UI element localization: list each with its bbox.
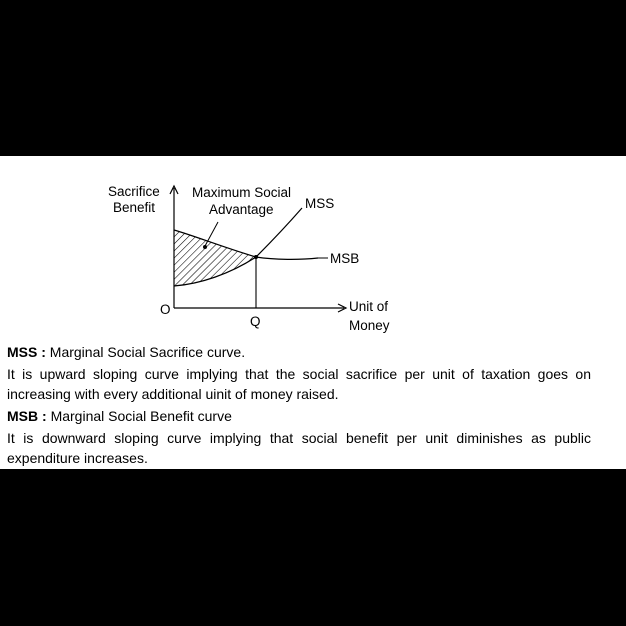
mss-term: MSS :: [7, 344, 46, 360]
y-axis-label-line1: Sacrifice: [108, 184, 160, 199]
msb-definition-line: [7, 406, 591, 426]
notes-section: [7, 342, 591, 470]
content-panel: [0, 156, 626, 469]
origin-label: O: [160, 302, 171, 317]
x-axis-label-line2: Money: [349, 318, 390, 333]
annotation-label-line2: Advantage: [209, 202, 274, 217]
annotation-point: [203, 245, 207, 249]
mss-msb-diagram: [0, 156, 626, 336]
msb-curve-label: MSB: [330, 251, 360, 266]
mss-definition: Marginal Social Sacrifice curve.: [49, 344, 246, 360]
mss-explanation: It is upward sloping curve implying that the social sacrifice per unit of taxation goes on increasing with every additional uinit of money raised.: [7, 366, 591, 402]
msb-term: MSB :: [7, 408, 47, 424]
x-axis-label-line1: Unit of: [349, 299, 389, 314]
mss-definition-line: [7, 342, 591, 362]
msb-definition: Marginal Social Benefit curve: [50, 408, 232, 424]
q-label: Q: [250, 314, 261, 329]
mss-curve-label: MSS: [305, 196, 335, 211]
y-axis-label-line2: Benefit: [113, 200, 156, 215]
annotation-label-line1: Maximum Social: [192, 185, 292, 200]
msb-explanation: It is downward sloping curve implying that social benefit per unit diminishes as public expenditure increases.: [7, 430, 591, 466]
